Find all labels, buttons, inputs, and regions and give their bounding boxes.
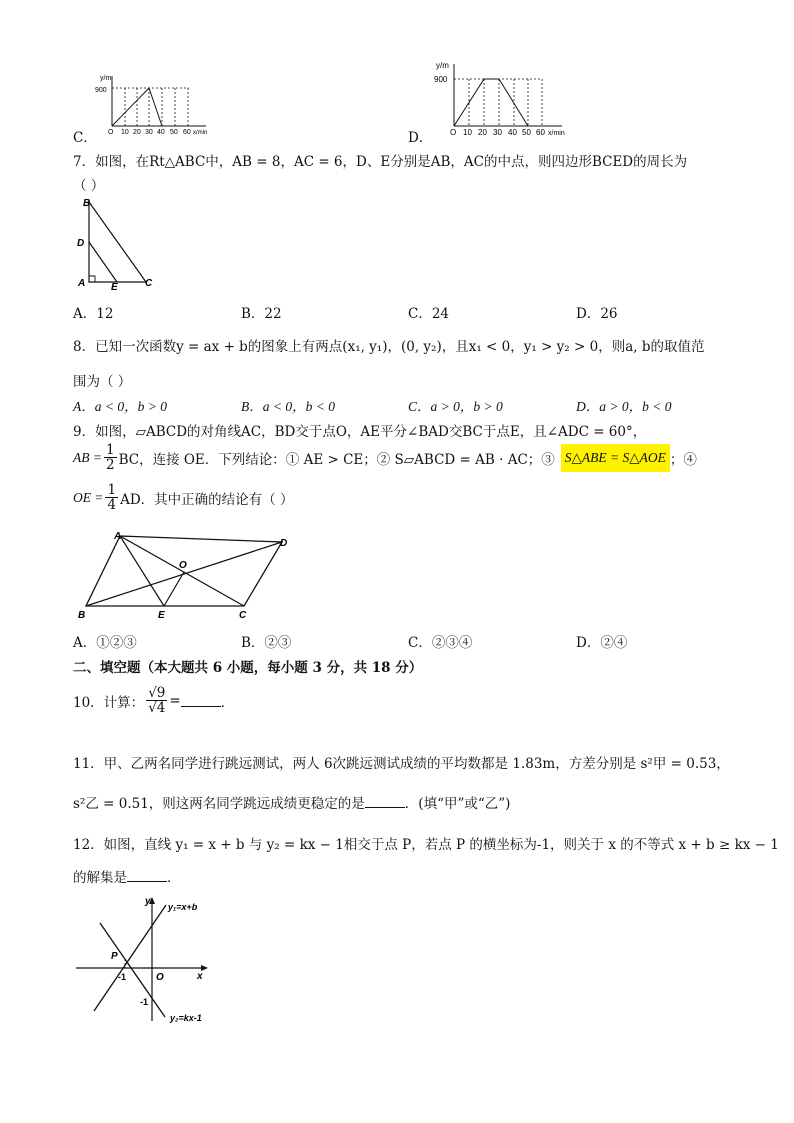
q10-eq: = xyxy=(169,692,181,709)
graph-c-tick: 60 xyxy=(183,129,191,136)
q11-text: 11．甲、乙两名同学进行跳远测试，两人 6次跳远测试成绩的平均数都是 1.83m，方差分别是 s²甲 = 0.53， xyxy=(73,756,730,772)
q7-label-d: D xyxy=(77,238,85,249)
q7-text: 7．如图，在Rt△ABC中，AB = 8，AC = 6，D、E分别是AB，AC的中点，则四边形BCED的周长为 xyxy=(73,154,688,170)
q9-quarter-den: 4 xyxy=(107,497,117,514)
option-d-label: D． xyxy=(408,130,433,146)
q9-label-c: C xyxy=(239,610,247,621)
q7-label-e: E xyxy=(111,282,118,292)
q10-prefix: 10．计算： xyxy=(73,694,145,711)
graph-c-xunit: x/min xyxy=(193,130,208,136)
graph-d-tick: 20 xyxy=(478,128,487,137)
q7-label-b: B xyxy=(83,198,91,209)
q10-end: ． xyxy=(220,694,235,711)
q9-figure xyxy=(74,528,296,622)
graph-d-tick: 50 xyxy=(522,128,531,137)
q9-half-den: 2 xyxy=(105,457,115,474)
q9-half-num: 1 xyxy=(105,442,115,458)
q12-minus1-x: -1 xyxy=(118,972,127,982)
q8-option-c[interactable]: C．a > 0，b > 0 xyxy=(408,399,503,414)
graph-d-ylabel: y/m xyxy=(436,61,449,70)
q11-line2b: ．(填“甲”或“乙”) xyxy=(404,796,511,812)
graph-d-xunit: x/min xyxy=(548,130,565,137)
graph-option-c xyxy=(94,72,220,136)
q12-line2-label: y₂=kx-1 xyxy=(170,1013,202,1023)
q9-line2 xyxy=(73,443,697,472)
q7-option-c[interactable]: C．24 xyxy=(408,306,450,322)
q12-axis-x: x xyxy=(197,971,203,982)
q7-label-c: C xyxy=(145,278,153,289)
q9-label-e: E xyxy=(158,610,165,621)
graph-c-ylabel: y/m xyxy=(100,75,112,82)
q9-oe: OE = xyxy=(73,489,104,505)
q10-fraction xyxy=(146,686,167,715)
q9-quarter-fraction xyxy=(105,483,118,512)
q9-highlighted-formula: S△ABE = S△AOE xyxy=(561,444,670,472)
section-2-heading: 二、填空题（本大题共 6 小题，每小题 3 分，共 18 分） xyxy=(73,660,423,676)
q9-ab: AB = xyxy=(73,449,102,465)
graph-c-tick: 40 xyxy=(157,129,165,136)
q11-line2a: s²乙 = 0.51，则这两名同学跳远成绩更稳定的是 xyxy=(73,796,365,812)
graph-d-tick: 40 xyxy=(508,128,517,137)
q8-text-line2: 围为（ ） xyxy=(73,374,132,390)
q9-option-a[interactable]: A．①②③ xyxy=(73,635,137,651)
q9-line3-rest: AD．其中正确的结论有（ ） xyxy=(120,491,294,508)
q12-answer-blank[interactable] xyxy=(127,869,167,882)
q7-label-a: A xyxy=(78,278,86,289)
q8-text: 8．已知一次函数y = ax + b的图象上有两点(x₁, y₁)，(0, y₂)，且x₁ < 0，y₁ > y₂ > 0，则a, b的取值范 xyxy=(73,339,705,355)
graph-d-tick: 60 xyxy=(536,128,545,137)
q9-label-b: B xyxy=(78,610,86,621)
q12-line2 xyxy=(73,866,181,886)
q12-line2b: ． xyxy=(167,870,181,886)
q10 xyxy=(73,686,234,715)
q12-point-p: P xyxy=(111,951,118,962)
q11-answer-blank[interactable] xyxy=(365,795,405,808)
q9-line3 xyxy=(73,483,293,512)
q7-paren: （ ） xyxy=(73,178,105,194)
q8-option-b[interactable]: B．a < 0，b < 0 xyxy=(241,399,335,414)
option-c-label: C． xyxy=(73,130,97,146)
q9-label-d: D xyxy=(280,538,288,549)
graph-c-tick: 30 xyxy=(145,129,153,136)
q7-option-a[interactable]: A．12 xyxy=(73,306,114,322)
q8-option-a[interactable]: A．a < 0，b > 0 xyxy=(73,399,167,414)
q9-option-d[interactable]: D．②④ xyxy=(576,635,628,651)
q7-option-b[interactable]: B．22 xyxy=(241,306,282,322)
graph-c-tick: 10 xyxy=(121,129,129,136)
q12-line2a: 的解集是 xyxy=(73,870,127,886)
q12-axis-y: y xyxy=(145,896,151,907)
q12-text: 12．如图，直线 y₁ = x + b 与 y₂ = kx − 1相交于点 P，若点 P 的横坐标为-1，则关于 x 的不等式 x + b ≥ kx − 1 xyxy=(73,837,779,853)
graph-d-yval: 900 xyxy=(434,75,448,84)
q9-text: 9．如图，▱ABCD的对角线AC，BD交于点O，AE平分∠BAD交BC于点E，且∠ADC = 60°， xyxy=(73,424,647,440)
q9-label-a: A xyxy=(114,531,122,542)
q12-figure xyxy=(72,893,228,1025)
q9-option-c[interactable]: C．②③④ xyxy=(408,635,473,651)
graph-option-d xyxy=(432,60,578,138)
q9-quarter-num: 1 xyxy=(107,482,117,498)
q10-den: √4 xyxy=(148,700,166,717)
graph-d-tick: 30 xyxy=(493,128,502,137)
q12-line1-label: y₁=x+b xyxy=(168,902,198,912)
q9-option-b[interactable]: B．②③ xyxy=(241,635,292,651)
graph-d-tick: O xyxy=(450,128,457,137)
graph-c-yval: 900 xyxy=(95,87,107,94)
graph-c-tick: O xyxy=(108,129,114,136)
q9-line2-rest: BC，连接 OE．下列结论：① AE > CE；② S▱ABCD = AB · AC；③ xyxy=(118,451,555,468)
q12-origin: O xyxy=(156,972,164,983)
q10-answer-blank[interactable] xyxy=(181,694,221,707)
q12-minus1-y: -1 xyxy=(140,997,149,1007)
q7-option-d[interactable]: D．26 xyxy=(576,306,618,322)
q10-num: √9 xyxy=(148,685,166,701)
q9-line2-end: ；④ xyxy=(669,451,697,468)
graph-c-tick: 50 xyxy=(170,129,178,136)
graph-d-tick: 10 xyxy=(463,128,472,137)
q11-line2 xyxy=(73,792,510,812)
q9-half-fraction xyxy=(104,443,117,472)
q9-label-o: O xyxy=(179,560,187,571)
q8-option-d[interactable]: D．a > 0，b < 0 xyxy=(576,399,672,414)
q7-figure xyxy=(72,194,162,292)
graph-c-tick: 20 xyxy=(133,129,141,136)
